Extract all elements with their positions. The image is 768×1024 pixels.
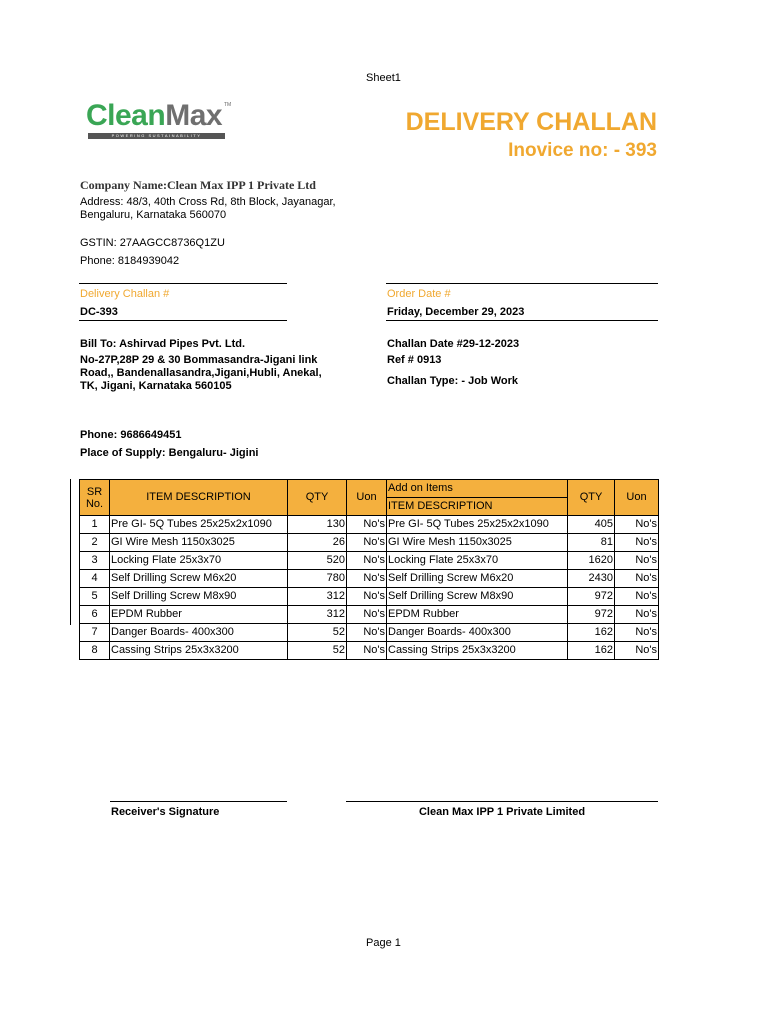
challan-type: Challan Type: - Job Work xyxy=(387,375,518,387)
receiver-signature-line xyxy=(110,801,287,802)
cell-uon: No's xyxy=(347,570,387,588)
cell-sr: 3 xyxy=(80,552,110,570)
cell-uon: No's xyxy=(347,552,387,570)
bill-to-address-line1: No-27P,28P 29 & 30 Bommasandra-Jigani link xyxy=(80,354,318,366)
table-row xyxy=(80,534,659,552)
cell-sr: 2 xyxy=(80,534,110,552)
company-address-line2: Bengaluru, Karnataka 560070 xyxy=(80,209,227,221)
header-uon: Uon xyxy=(347,480,387,516)
divider-left-top xyxy=(79,283,287,284)
cell-uon-2: No's xyxy=(615,606,659,624)
cell-qty-2: 972 xyxy=(568,588,615,606)
cell-qty: 52 xyxy=(288,624,347,642)
header-qty-2: QTY xyxy=(568,480,615,516)
header-item-description-2: ITEM DESCRIPTION xyxy=(387,498,568,516)
cell-uon: No's xyxy=(347,624,387,642)
cell-uon: No's xyxy=(347,516,387,534)
divider-right-top xyxy=(386,283,658,284)
cell-sr: 8 xyxy=(80,642,110,660)
sheet-label: Sheet1 xyxy=(366,72,401,84)
cell-description: Self Drilling Screw M6x20 xyxy=(110,570,288,588)
cell-qty: 780 xyxy=(288,570,347,588)
place-of-supply: Place of Supply: Bengaluru- Jigini xyxy=(80,447,259,459)
company-gstin: GSTIN: 27AAGCC8736Q1ZU xyxy=(80,237,225,249)
cell-description: Self Drilling Screw M8x90 xyxy=(110,588,288,606)
cell-qty-2: 162 xyxy=(568,642,615,660)
logo-trademark: TM xyxy=(224,102,232,108)
bill-to-phone: Phone: 9686649451 xyxy=(80,429,182,441)
cell-description-2: Self Drilling Screw M8x90 xyxy=(387,588,568,606)
cell-sr: 6 xyxy=(80,606,110,624)
header-qty: QTY xyxy=(288,480,347,516)
company-signature-label: Clean Max IPP 1 Private Limited xyxy=(418,806,586,818)
cleanmax-logo xyxy=(86,100,231,142)
cell-description: GI Wire Mesh 1150x3025 xyxy=(110,534,288,552)
bill-to-name: Bill To: Ashirvad Pipes Pvt. Ltd. xyxy=(80,338,246,350)
cell-description-2: Locking Flate 25x3x70 xyxy=(387,552,568,570)
cell-qty-2: 972 xyxy=(568,606,615,624)
cell-qty: 52 xyxy=(288,642,347,660)
cell-qty-2: 2430 xyxy=(568,570,615,588)
cell-qty: 130 xyxy=(288,516,347,534)
cell-uon: No's xyxy=(347,534,387,552)
table-row xyxy=(80,516,659,534)
cell-description-2: Pre GI- 5Q Tubes 25x25x2x1090 xyxy=(387,516,568,534)
cell-sr: 1 xyxy=(80,516,110,534)
table-row xyxy=(80,570,659,588)
company-phone: Phone: 8184939042 xyxy=(80,255,180,267)
table-left-rule xyxy=(70,479,71,625)
challan-number-value: DC-393 xyxy=(80,306,118,318)
page-number: Page 1 xyxy=(366,937,401,949)
cell-qty: 520 xyxy=(288,552,347,570)
table-row xyxy=(80,588,659,606)
logo-tagline: POWERING SUSTAINABILITY xyxy=(88,133,225,139)
cell-sr: 4 xyxy=(80,570,110,588)
document-title: DELIVERY CHALLAN xyxy=(405,108,657,136)
order-date-value: Friday, December 29, 2023 xyxy=(387,306,525,318)
cell-description: Cassing Strips 25x3x3200 xyxy=(110,642,288,660)
cell-description: Pre GI- 5Q Tubes 25x25x2x1090 xyxy=(110,516,288,534)
cell-description: EPDM Rubber xyxy=(110,606,288,624)
table-header-row xyxy=(80,480,659,498)
cell-qty: 312 xyxy=(288,588,347,606)
cell-description-2: GI Wire Mesh 1150x3025 xyxy=(387,534,568,552)
challan-date: Challan Date #29-12-2023 xyxy=(387,338,520,350)
header-item-description: ITEM DESCRIPTION xyxy=(110,480,288,516)
cell-uon-2: No's xyxy=(615,534,659,552)
company-name: Company Name:Clean Max IPP 1 Private Ltd xyxy=(80,178,316,192)
header-sr: SR No. xyxy=(80,480,110,516)
cell-description: Danger Boards- 400x300 xyxy=(110,624,288,642)
cell-uon-2: No's xyxy=(615,552,659,570)
cell-uon-2: No's xyxy=(615,570,659,588)
challan-ref: Ref # 0913 xyxy=(387,354,442,366)
cell-qty: 26 xyxy=(288,534,347,552)
cell-description-2: Self Drilling Screw M6x20 xyxy=(387,570,568,588)
company-address-line1: Address: 48/3, 40th Cross Rd, 8th Block, Jayanagar, xyxy=(80,196,336,208)
cell-description-2: EPDM Rubber xyxy=(387,606,568,624)
divider-right-bottom xyxy=(386,320,658,321)
table-row xyxy=(80,624,659,642)
cell-qty-2: 81 xyxy=(568,534,615,552)
table-row xyxy=(80,606,659,624)
logo-wordmark xyxy=(86,100,222,132)
receiver-signature-label: Receiver's Signature xyxy=(111,806,220,818)
divider-left-bottom xyxy=(79,320,287,321)
cell-uon-2: No's xyxy=(615,516,659,534)
bill-to-address-line2: Road,, Bandenallasandra,Jigani,Hubli, Anekal, xyxy=(80,367,322,379)
challan-number-label: Delivery Challan # xyxy=(80,288,170,300)
cell-uon-2: No's xyxy=(615,642,659,660)
cell-uon-2: No's xyxy=(615,624,659,642)
bill-to-address-line3: TK, Jigani, Karnataka 560105 xyxy=(80,380,232,392)
cell-description-2: Cassing Strips 25x3x3200 xyxy=(387,642,568,660)
company-signature-line xyxy=(346,801,658,802)
cell-qty: 312 xyxy=(288,606,347,624)
cell-qty-2: 405 xyxy=(568,516,615,534)
cell-qty-2: 162 xyxy=(568,624,615,642)
order-date-label: Order Date # xyxy=(387,288,451,300)
cell-sr: 7 xyxy=(80,624,110,642)
cell-uon-2: No's xyxy=(615,588,659,606)
cell-uon: No's xyxy=(347,588,387,606)
invoice-number: Inovice no: - 393 xyxy=(508,140,657,161)
cell-description: Locking Flate 25x3x70 xyxy=(110,552,288,570)
items-table xyxy=(79,479,659,660)
table-row xyxy=(80,552,659,570)
logo-word-max: Max xyxy=(165,99,223,132)
table-row xyxy=(80,642,659,660)
logo-word-clean: Clean xyxy=(86,99,166,132)
header-uon-2: Uon xyxy=(615,480,659,516)
cell-uon: No's xyxy=(347,642,387,660)
cell-sr: 5 xyxy=(80,588,110,606)
cell-uon: No's xyxy=(347,606,387,624)
header-add-on-items: Add on Items xyxy=(387,480,568,498)
cell-description-2: Danger Boards- 400x300 xyxy=(387,624,568,642)
cell-qty-2: 1620 xyxy=(568,552,615,570)
